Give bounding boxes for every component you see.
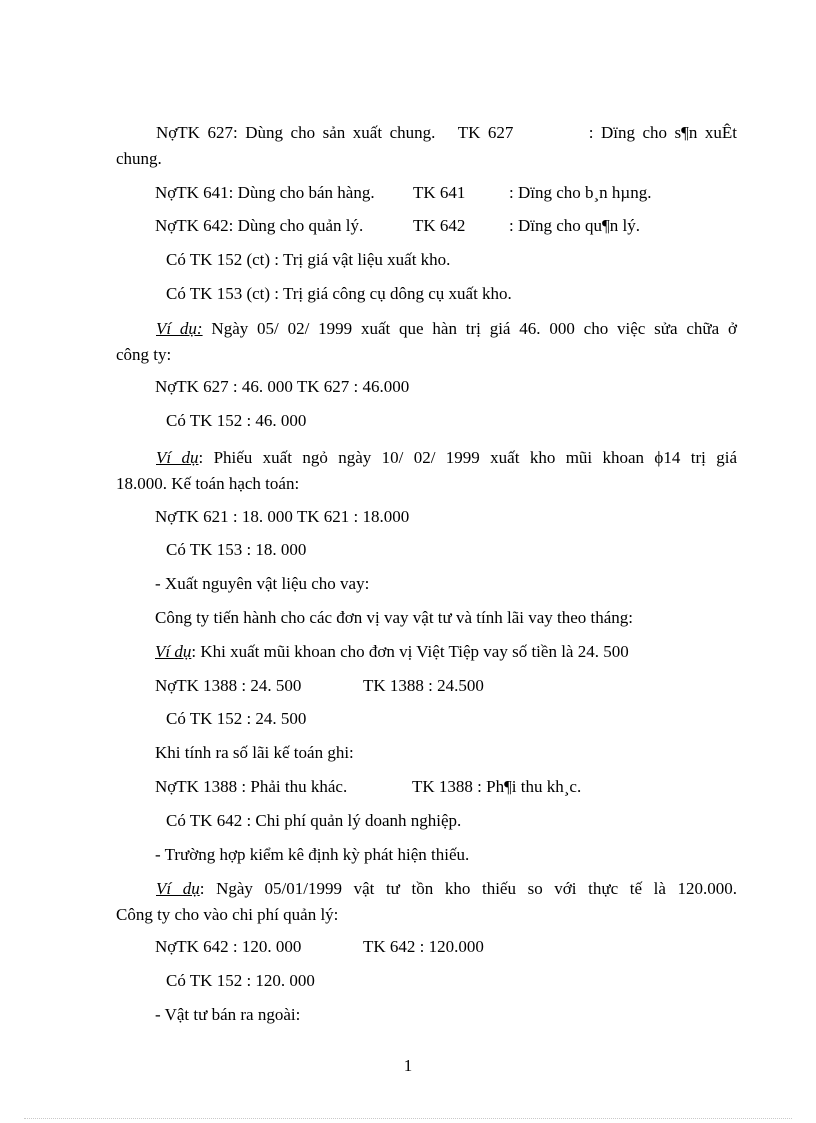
- entry-642-tk: TK 642 : 120.000: [363, 937, 484, 956]
- entry-642: NợTK 642 : 120. 000: [155, 937, 302, 956]
- entry-1388-phai-thu-tk: TK 1388 : Ph¶i thu kh¸c.: [412, 777, 582, 796]
- line-cong-ty: Công ty tiến hành cho các đơn vị vay vật tư và tính lãi vay theo tháng:: [155, 608, 634, 627]
- page-number: 1: [403, 1056, 413, 1075]
- entry-1388-tk: TK 1388 : 24.500: [363, 676, 484, 695]
- line-642-tk: TK 642: [413, 216, 466, 235]
- example-label: Ví dụ:: [156, 319, 203, 338]
- heading-ban-ra: - Vật tư bán ra ngoài:: [155, 1005, 301, 1024]
- entry-627: NợTK 627 : 46. 000 TK 627 : 46.000: [155, 377, 410, 396]
- entry-1388-phai-thu: NợTK 1388 : Phải thu khác.: [155, 777, 348, 796]
- entry-621: NợTK 621 : 18. 000 TK 621 : 18.000: [155, 507, 410, 526]
- example-4: Ví dụ: Ngày 05/01/1999 vật tư tồn kho thiếu so với thực tế là 120.000. Công ty cho vào chi phí quản lý:: [116, 879, 738, 924]
- example-1: Ví dụ: Ngày 05/ 02/ 1999 xuất que hàn trị giá 46. 000 cho việc sửa chữa ở công ty:: [116, 319, 737, 364]
- line-641-desc: : Dïng cho b¸n hµng.: [509, 183, 652, 202]
- example-label: Ví dụ: [155, 642, 192, 661]
- line-641: NợTK 641: Dùng cho bán hàng.: [155, 183, 375, 202]
- example-label: Ví dụ: [156, 448, 199, 467]
- example-label: Ví dụ: [156, 879, 200, 898]
- entry-1388: NợTK 1388 : 24. 500: [155, 676, 302, 695]
- line-641-tk: TK 641: [413, 183, 466, 202]
- paragraph-627: [116, 120, 737, 172]
- heading-kiem-ke: - Trường hợp kiểm kê định kỳ phát hiện thiếu.: [155, 845, 470, 864]
- entry-co-152b: Có TK 152 : 24. 500: [166, 709, 307, 728]
- line-627: NợTK 627: Dùng cho sản xuất chung. TK 627 : Dïng cho s¶n xuÊt: [156, 123, 738, 142]
- line-tinh-lai: Khi tính ra số lãi kế toán ghi:: [155, 743, 354, 762]
- line-co-153: Có TK 153 (ct) : Trị giá công cụ dông cụ xuất kho.: [166, 284, 512, 303]
- entry-co-152: Có TK 152 : 46. 000: [166, 411, 307, 430]
- line-627-cont: chung.: [116, 149, 162, 168]
- entry-co-642: Có TK 642 : Chi phí quản lý doanh nghiệp.: [166, 811, 462, 830]
- line-642: NợTK 642: Dùng cho quản lý.: [155, 216, 364, 235]
- example-2: Ví dụ: Phiếu xuất ngỏ ngày 10/ 02/ 1999 xuất kho mũi khoan ϕ14 trị giá 18.000. Kế toán hạch toán:: [116, 448, 737, 493]
- example-3: Ví dụ: Khi xuất mũi khoan cho đơn vị Việt Tiệp vay số tiền là 24. 500: [155, 642, 629, 661]
- entry-co-153: Có TK 153 : 18. 000: [166, 540, 307, 559]
- entry-co-152c: Có TK 152 : 120. 000: [166, 971, 315, 990]
- line-642-desc: : Dïng cho qu¶n lý.: [509, 216, 640, 235]
- line-co-152: Có TK 152 (ct) : Trị giá vật liệu xuất kho.: [166, 250, 451, 269]
- heading-cho-vay: - Xuất nguyên vật liệu cho vay:: [155, 574, 370, 593]
- page-bottom-divider: [24, 1118, 792, 1119]
